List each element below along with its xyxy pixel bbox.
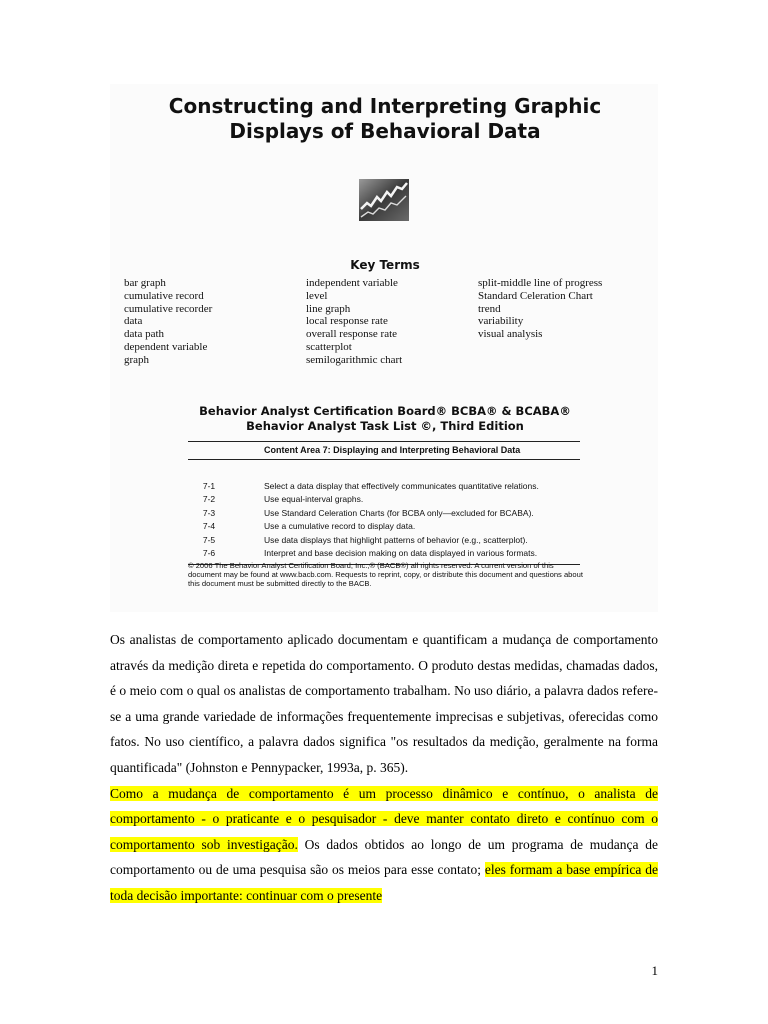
task-description: Use a cumulative record to display data. — [264, 521, 416, 532]
key-term: cumulative record — [124, 289, 204, 302]
key-term: data path — [124, 328, 165, 341]
bacb-heading — [150, 404, 620, 434]
task-code: 7-5 — [202, 534, 216, 545]
body-text — [110, 627, 658, 909]
table-row — [188, 506, 580, 520]
key-term: split-middle line of progress — [478, 277, 603, 289]
task-code: 7-1 — [202, 480, 216, 491]
task-description: Use equal-interval graphs. — [264, 494, 364, 505]
key-term: line graph — [306, 302, 351, 315]
key-terms-column-3 — [478, 277, 602, 341]
key-term: cumulative recorder — [124, 302, 213, 315]
task-code: 7-2 — [202, 494, 216, 505]
key-term: scatterplot — [306, 340, 352, 353]
key-term: independent variable — [306, 277, 398, 289]
highlighted-text: eles formam a base empírica de toda decisão importante: continuar com o presente — [110, 862, 659, 903]
key-term: bar graph — [124, 277, 166, 289]
task-description: Interpret and base decision making on data displayed in various formats. — [264, 548, 538, 559]
bacb-heading-line-1: Behavior Analyst Certification Board® BCBA® & BCABA® — [199, 404, 571, 418]
key-terms-heading: Key Terms — [350, 258, 420, 272]
task-code: 7-3 — [202, 507, 216, 518]
highlighted-text: Como a mudança de comportamento é um processo dinâmico e contínuo, o analista de comportamento - o praticante e o pesquisador - deve manter contato direto e contínuo com o comportamento sob investigação. — [110, 785, 658, 852]
key-term: local response rate — [306, 315, 388, 328]
task-description: Use Standard Celeration Charts (for BCBA only—excluded for BCABA). — [264, 507, 534, 518]
key-terms-column-2 — [306, 277, 402, 367]
table-body — [188, 460, 580, 564]
key-term: graph — [124, 353, 150, 366]
table-header: Content Area 7: Displaying and Interpreting Behavioral Data — [264, 445, 521, 455]
key-term: semilogarithmic chart — [306, 353, 403, 366]
paragraph-text: Os dados obtidos ao longo de um programa de mudança de comportamento ou de uma pesquisa são os meios para esse contato; — [110, 836, 658, 878]
task-code: 7-6 — [202, 548, 216, 559]
key-term: trend — [478, 302, 501, 315]
task-description: Select a data display that effectively communicates quantitative relations. — [264, 480, 539, 491]
key-term: level — [306, 289, 328, 302]
page-number: 1 — [651, 963, 658, 978]
key-term: visual analysis — [478, 328, 543, 341]
task-list-table — [188, 441, 580, 565]
chapter-title — [120, 94, 650, 144]
key-terms-column-1 — [124, 277, 212, 367]
table-row — [188, 493, 580, 507]
key-term: overall response rate — [306, 328, 398, 341]
paragraph-1: Os analistas de comportamento aplicado documentam e quantificam a mudança de comportamento através da medição direta e repetida do comportamento. O produto destas medidas, chamadas dados, é o meio com o qual os analistas de comportamento trabalham. No uso diário, a palavra dados refere-se a uma grande variedade de informações frequentemente imprecisas e subjetivas, oferecidas como fatos. No uso científico, a palavra dados significa "os resultados da medição, geralmente na forma quantificada" (Johnston e Pennypacker, 1993a, p. 365). — [110, 632, 658, 775]
chapter-title-line-2: Displays of Behavioral Data — [229, 119, 541, 143]
paragraph-2 — [110, 781, 658, 909]
table-row — [188, 479, 580, 493]
chapter-title-line-1: Constructing and Interpreting Graphic — [168, 94, 602, 118]
key-term: data — [124, 315, 143, 328]
key-term: Standard Celeration Chart — [478, 289, 593, 302]
table-row — [188, 520, 580, 534]
table-row — [188, 533, 580, 547]
copyright-notice: © 2006 The Behavior Analyst Certification Board, Inc.,® (BACB®) all rights reserved. A current version of this document may be found at www.bacb.com. Requests to reprint, copy, or distribute this document and questions about this document must be submitted directly to the BACB. — [188, 561, 583, 588]
bacb-heading-line-2: Behavior Analyst Task List ©, Third Edition — [246, 419, 524, 433]
trend-graph-icon — [359, 179, 409, 221]
key-term: dependent variable — [124, 340, 208, 353]
task-description: Use data displays that highlight patterns of behavior (e.g., scatterplot). — [264, 534, 528, 545]
key-term: variability — [478, 315, 524, 328]
table-row — [188, 547, 580, 561]
task-code: 7-4 — [202, 521, 216, 532]
